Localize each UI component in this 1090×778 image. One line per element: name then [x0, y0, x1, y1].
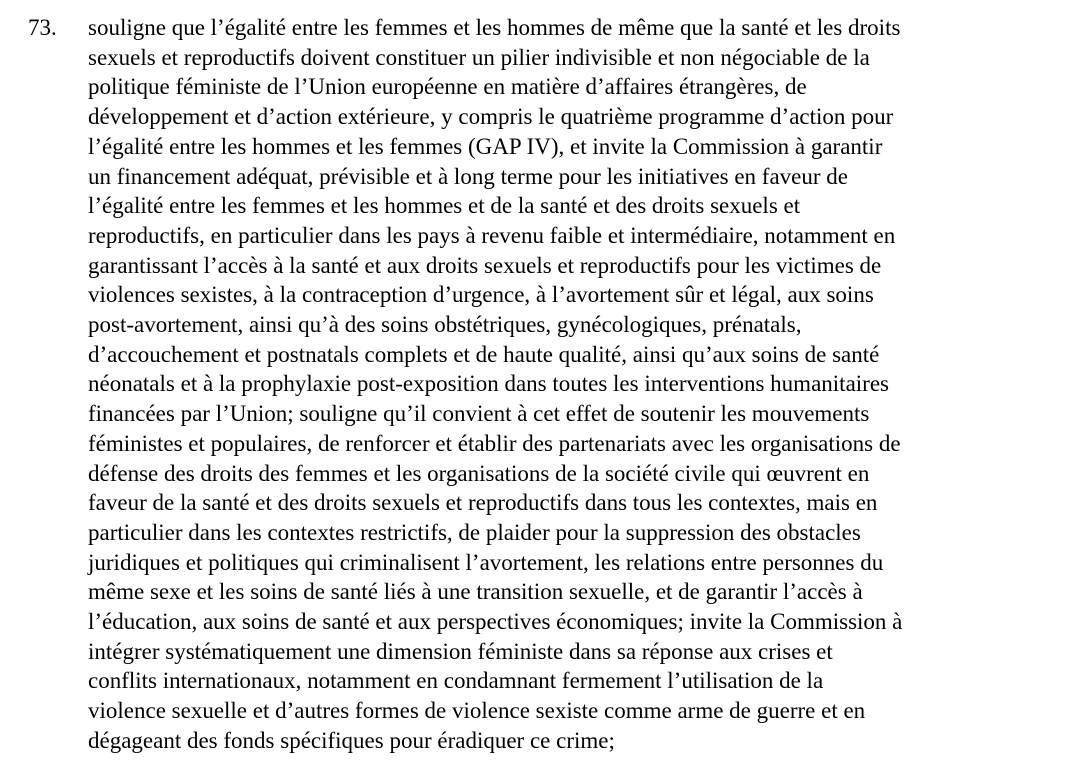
paragraph-line: d’accouchement et postnatals complets et de haute qualité, ainsi qu’aux soins de santé	[88, 341, 880, 367]
paragraph-line: l’égalité entre les femmes et les hommes et de la santé et des droits sexuels et	[88, 193, 801, 219]
paragraph-line: violence sexuelle et d’autres formes de violence sexiste comme arme de guerre et en	[88, 698, 866, 724]
paragraph-line: violences sexistes, à la contraception d’urgence, à l’avortement sûr et légal, aux soins	[88, 282, 874, 308]
paragraph-line: sexuels et reproductifs doivent constituer un pilier indivisible et non négociable de la	[88, 44, 870, 70]
paragraph-line: garantissant l’accès à la santé et aux droits sexuels et reproductifs pour les victimes de	[88, 252, 882, 278]
paragraph-line: conflits internationaux, notamment en condamnant fermement l’utilisation de la	[88, 668, 824, 694]
paragraph-line: l’éducation, aux soins de santé et aux perspectives économiques; invite la Commission à	[88, 609, 903, 635]
paragraph-line: financées par l’Union; souligne qu’il convient à cet effet de soutenir les mouvements	[88, 401, 870, 427]
resolution-paragraph	[28, 13, 1090, 756]
paragraph-line: reproductifs, en particulier dans les pays à revenu faible et intermédiaire, notamment en	[88, 222, 896, 248]
paragraph-line: particulier dans les contextes restrictifs, de plaider pour la suppression des obstacles	[88, 519, 861, 545]
paragraph-line: même sexe et les soins de santé liés à une transition sexuelle, et de garantir l’accès à	[88, 579, 863, 605]
paragraph-line: développement et d’action extérieure, y compris le quatrième programme d’action pour	[88, 104, 894, 130]
paragraph-line: un financement adéquat, prévisible et à long terme pour les initiatives en faveur de	[88, 163, 848, 189]
paragraph-text	[88, 13, 1090, 756]
paragraph-line: néonatals et à la prophylaxie post-exposition dans toutes les interventions humanitaires	[88, 371, 889, 397]
paragraph-line: féministes et populaires, de renforcer et établir des partenariats avec les organisations de	[88, 430, 901, 456]
paragraph-line: post-avortement, ainsi qu’à des soins obstétriques, gynécologiques, prénatals,	[88, 312, 802, 338]
paragraph-line: l’égalité entre les hommes et les femmes (GAP IV), et invite la Commission à garantir	[88, 133, 883, 159]
paragraph-line: intégrer systématiquement une dimension féministe dans sa réponse aux crises et	[88, 638, 833, 664]
paragraph-line: faveur de la santé et des droits sexuels et reproductifs dans tous les contextes, mais en	[88, 490, 878, 516]
paragraph-number: 73.	[28, 15, 57, 40]
paragraph-line: souligne que l’égalité entre les femmes et les hommes de même que la santé et les droits	[88, 15, 901, 40]
paragraph-line: dégageant des fonds spécifiques pour éradiquer ce crime;	[88, 727, 615, 753]
paragraph-line: défense des droits des femmes et les organisations de la société civile qui œuvrent en	[88, 460, 870, 486]
paragraph-line: politique féministe de l’Union européenne en matière d’affaires étrangères, de	[88, 74, 807, 100]
paragraph-line: juridiques et politiques qui criminalisent l’avortement, les relations entre personnes du	[88, 549, 884, 575]
